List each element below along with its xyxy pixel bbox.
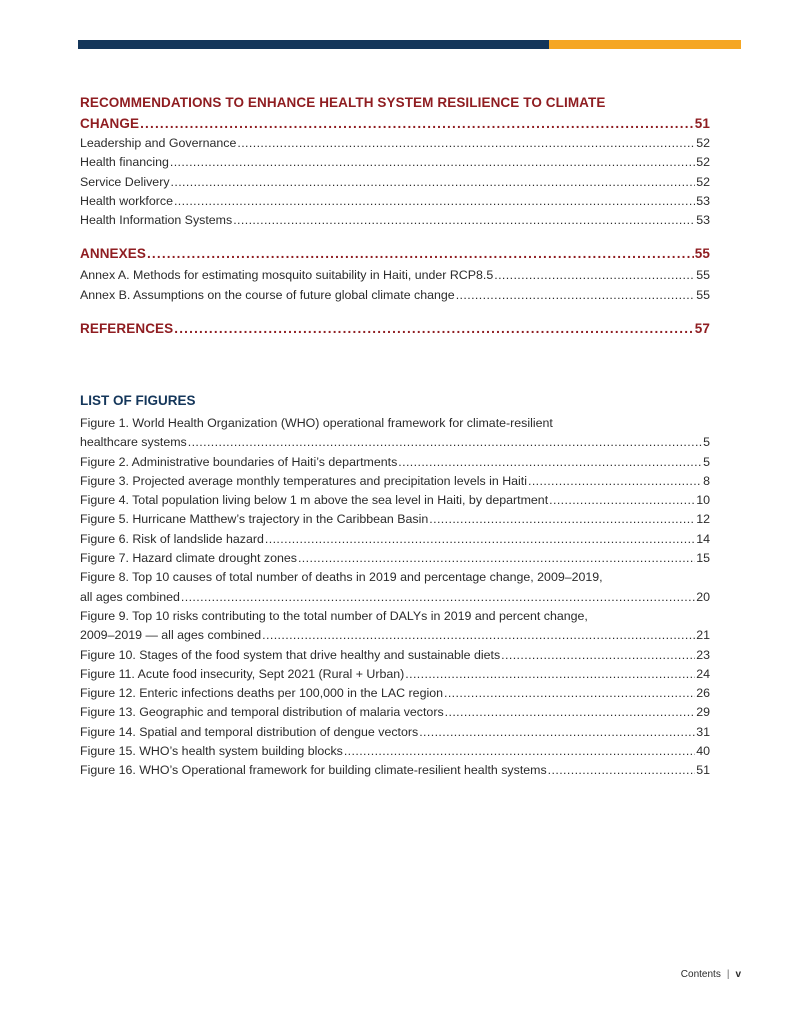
toc-entry[interactable] (80, 153, 710, 172)
figure-entry-label: all ages combined (80, 589, 180, 604)
footer-page-number: v (735, 969, 741, 980)
leader-dots (405, 665, 695, 684)
figure-entry-line1: Figure 8. Top 10 causes of total number of deaths in 2019 and percentage change, 2009–2019, (80, 570, 603, 585)
figure-page-number: 5 (703, 435, 710, 450)
toc-entry[interactable] (80, 173, 710, 192)
figure-entry[interactable] (80, 453, 710, 472)
figure-page-number: 14 (696, 531, 710, 546)
figure-entry[interactable] (80, 491, 710, 510)
figure-entry[interactable] (80, 646, 710, 665)
leader-dots (528, 472, 702, 491)
leader-dots (237, 134, 695, 153)
header-color-bar (78, 40, 741, 49)
figure-entry[interactable] (80, 742, 710, 761)
figure-page-number: 40 (696, 744, 710, 759)
toc-page-number: 53 (696, 193, 710, 208)
toc-entry[interactable] (80, 266, 710, 285)
footer-section-label: Contents (680, 969, 721, 980)
leader-dots (445, 703, 696, 722)
leader-dots (456, 286, 696, 305)
toc-heading-references: REFERENCES (80, 321, 174, 337)
figure-page-number: 24 (696, 666, 710, 681)
page-footer (681, 969, 741, 980)
header-bar-gold (549, 40, 741, 49)
figure-entry[interactable] (80, 723, 710, 742)
figure-page-number: 29 (696, 705, 710, 720)
toc-entry-label: Health Information Systems (80, 213, 233, 228)
figure-entry[interactable] (80, 761, 710, 780)
toc-page-number: 52 (696, 136, 710, 150)
leader-dots (444, 684, 695, 703)
leader-dots (494, 266, 695, 285)
leader-dots (181, 588, 695, 607)
toc-entry-label: Annex B. Assumptions on the course of future global climate change (80, 287, 455, 302)
figure-entry[interactable] (80, 703, 710, 722)
leader-dots (344, 742, 695, 761)
figure-entry-line1: Figure 1. World Health Organization (WHO) operational framework for climate-resilient (80, 416, 553, 430)
figure-entry[interactable] (80, 510, 710, 529)
footer-divider: | (726, 969, 730, 980)
figure-entry-label: Figure 10. Stages of the food system that drive healthy and sustainable diets (80, 647, 501, 662)
toc-page-number: 55 (696, 268, 710, 283)
toc-entry-label: Health workforce (80, 193, 173, 208)
leader-dots (298, 549, 695, 568)
figure-page-number: 21 (696, 628, 710, 643)
figure-page-number: 5 (703, 454, 710, 469)
figure-entry-label: Figure 15. WHO’s health system building blocks (80, 744, 343, 759)
figure-entry-label: Figure 2. Administrative boundaries of Haiti’s departments (80, 454, 398, 469)
leader-dots (548, 761, 696, 780)
figure-page-number: 51 (696, 763, 710, 778)
toc-entry-label: Health financing (80, 155, 169, 170)
figure-entry[interactable] (80, 626, 710, 645)
leader-dots (429, 510, 695, 529)
figure-entry-label: Figure 12. Enteric infections deaths per 100,000 in the LAC region (80, 686, 443, 701)
figure-entry-label: Figure 5. Hurricane Matthew’s trajectory in the Caribbean Basin (80, 512, 429, 527)
figure-entry-label: Figure 6. Risk of landslide hazard (80, 531, 264, 546)
toc-entry[interactable] (80, 192, 710, 211)
leader-dots (188, 433, 702, 452)
figure-entry-label: Figure 7. Hazard climate drought zones (80, 551, 297, 566)
figure-entry-label: Figure 16. WHO’s Operational framework for building climate-resilient health systems (80, 763, 547, 778)
toc-entry-annexes[interactable] (80, 243, 710, 264)
toc-section (80, 92, 710, 339)
toc-entry[interactable] (80, 211, 710, 230)
toc-entry-label: Service Delivery (80, 174, 170, 189)
figure-entry-label: 2009–2019 — all ages combined (80, 628, 262, 643)
toc-entry-references[interactable] (80, 318, 710, 339)
toc-page-number: 51 (694, 116, 710, 131)
figure-entry-line1: Figure 9. Top 10 risks contributing to the total number of DALYs in 2019 and percent change, (80, 608, 588, 623)
header-bar-navy (78, 40, 549, 49)
figure-page-number: 8 (703, 473, 710, 488)
figure-entry-label: healthcare systems (80, 435, 187, 450)
leader-dots (501, 646, 695, 665)
leader-dots (147, 243, 694, 264)
toc-page-number: 52 (696, 155, 710, 170)
toc-heading-recommendations-line1: RECOMMENDATIONS TO ENHANCE HEALTH SYSTEM RESILIENCE TO CLIMATE (80, 95, 606, 110)
toc-page-number: 57 (694, 321, 710, 337)
figure-entry[interactable] (80, 433, 710, 452)
toc-heading-annexes: ANNEXES (80, 246, 146, 262)
toc-page-number: 53 (696, 213, 710, 228)
toc-page-number: 52 (696, 174, 710, 189)
figure-page-number: 23 (696, 647, 710, 662)
toc-entry-label: Annex A. Methods for estimating mosquito suitability in Haiti, under RCP8.5 (80, 268, 494, 283)
leader-dots (171, 173, 696, 192)
figure-page-number: 31 (696, 724, 710, 739)
figure-page-number: 12 (696, 512, 710, 527)
leader-dots (398, 453, 702, 472)
figure-page-number: 26 (696, 686, 710, 701)
leader-dots (262, 626, 695, 645)
toc-entry-recommendations[interactable] (80, 113, 710, 134)
figure-entry[interactable] (80, 549, 710, 568)
figure-entry[interactable] (80, 588, 710, 607)
toc-page-number: 55 (696, 287, 710, 302)
list-of-figures-title: LIST OF FIGURES (80, 393, 196, 408)
figure-entry-label: Figure 14. Spatial and temporal distribution of dengue vectors (80, 724, 419, 739)
leader-dots (233, 211, 695, 230)
figure-entry-label: Figure 4. Total population living below 1 m above the sea level in Haiti, by department (80, 493, 549, 508)
toc-heading-recommendations-line2: CHANGE (80, 116, 140, 131)
leader-dots (170, 153, 695, 172)
figure-entry-label: Figure 3. Projected average monthly temperatures and precipitation levels in Haiti (80, 473, 527, 488)
leader-dots (174, 318, 694, 339)
toc-entry-label: Leadership and Governance (80, 136, 237, 150)
figure-entry[interactable] (80, 530, 710, 549)
leader-dots (265, 530, 695, 549)
figure-entry[interactable] (80, 472, 710, 491)
toc-entry[interactable] (80, 134, 710, 153)
toc-page-number: 55 (694, 246, 710, 262)
leader-dots (174, 192, 695, 211)
list-of-figures (80, 390, 710, 781)
leader-dots (419, 723, 695, 742)
figure-entry-label: Figure 11. Acute food insecurity, Sept 2021 (Rural + Urban) (80, 666, 405, 681)
toc-entry[interactable] (80, 286, 710, 305)
figure-entry-label: Figure 13. Geographic and temporal distribution of malaria vectors (80, 705, 444, 720)
figure-page-number: 20 (696, 589, 710, 604)
figure-entry[interactable] (80, 665, 710, 684)
figure-page-number: 10 (696, 493, 710, 508)
figure-page-number: 15 (696, 551, 710, 566)
figure-entry[interactable] (80, 684, 710, 703)
leader-dots (549, 491, 695, 510)
leader-dots (140, 113, 694, 134)
